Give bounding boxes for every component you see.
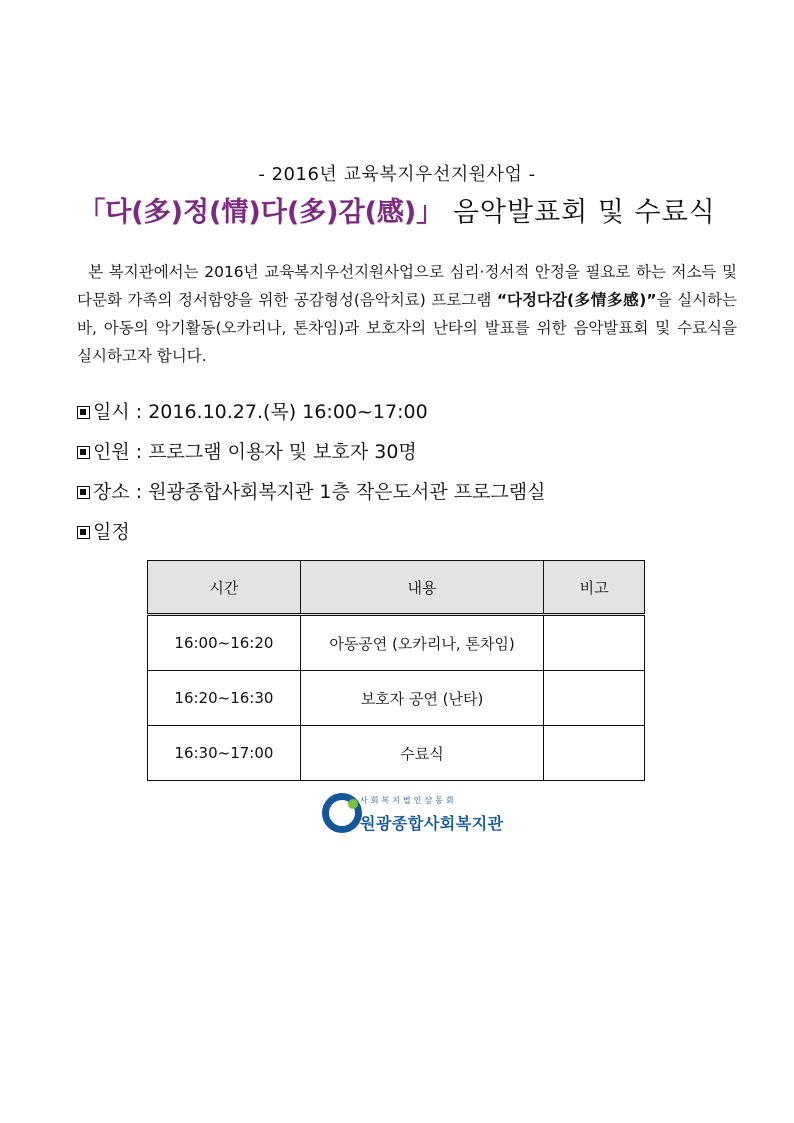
cell-content: 아동공연 (오카리나, 톤차임): [300, 615, 543, 671]
intro-paragraph: [77, 258, 737, 370]
cell-time: 16:00~16:20: [148, 615, 301, 671]
cell-time: 16:20~16:30: [148, 671, 301, 726]
info-location: [77, 480, 546, 504]
info-date-value: : 2016.10.27.(목) 16:00~17:00: [129, 401, 428, 423]
column-header-note: 비고: [544, 561, 645, 615]
info-schedule-label: 일정: [93, 521, 130, 543]
info-location-label: 장소: [93, 481, 130, 503]
intro-program-quote: “다정다감(多情多感)”: [496, 291, 657, 309]
info-date-label: 일시: [93, 401, 130, 423]
info-schedule: [77, 520, 130, 544]
info-location-value: : 원광종합사회복지관 1층 작은도서관 프로그램실: [129, 481, 546, 503]
cell-note: [544, 615, 645, 671]
title-program-name: 「다(多)정(情)다(多)감(感)」: [78, 197, 444, 228]
table-row: [148, 615, 645, 671]
title-event-name: 음악발표회 및 수료식: [443, 197, 716, 228]
schedule-table: [147, 560, 645, 781]
document-title: [0, 190, 794, 229]
intro-text-2: 을 실시하는 바, 아동의 악기활동(오카리나, 톤차임)과 보호자의 난타의 발표를 위한 음악발표회 및 수료식을 실시하고자 합니다.: [77, 291, 738, 365]
info-date: [77, 400, 428, 424]
cell-content: 보호자 공연 (난타): [300, 671, 543, 726]
document-subtitle: - 2016년 교육복지우선지원사업 -: [258, 164, 536, 185]
cell-note: [544, 726, 645, 781]
logo-foundation-name: 사회복지법인삼동회: [360, 796, 457, 805]
column-header-time: 시간: [148, 561, 301, 615]
logo-dot-icon: [348, 799, 358, 809]
info-attendees-label: 인원: [93, 441, 130, 463]
cell-time: 16:30~17:00: [148, 726, 301, 781]
square-bullet-icon: [77, 446, 90, 459]
cell-note: [544, 671, 645, 726]
square-bullet-icon: [77, 526, 90, 539]
logo-organization-name: 원광종합사회복지관: [360, 814, 504, 833]
cell-content: 수료식: [300, 726, 543, 781]
info-attendees-value: : 프로그램 이용자 및 보호자 30명: [129, 441, 417, 463]
square-bullet-icon: [77, 406, 90, 419]
intro-text-1: 본 복지관에서는 2016년 교육복지우선지원사업으로 심리·정서적 안정을 필요로 하는 저소득 및 다문화 가족의 정서함양을 위한 공감형성(음악치료) 프로그램: [77, 263, 737, 309]
square-bullet-icon: [77, 486, 90, 499]
column-header-content: 내용: [300, 561, 543, 615]
organization-logo: [322, 793, 522, 843]
table-row: [148, 671, 645, 726]
table-header-row: [148, 561, 645, 615]
table-row: [148, 726, 645, 781]
info-attendees: [77, 440, 417, 464]
